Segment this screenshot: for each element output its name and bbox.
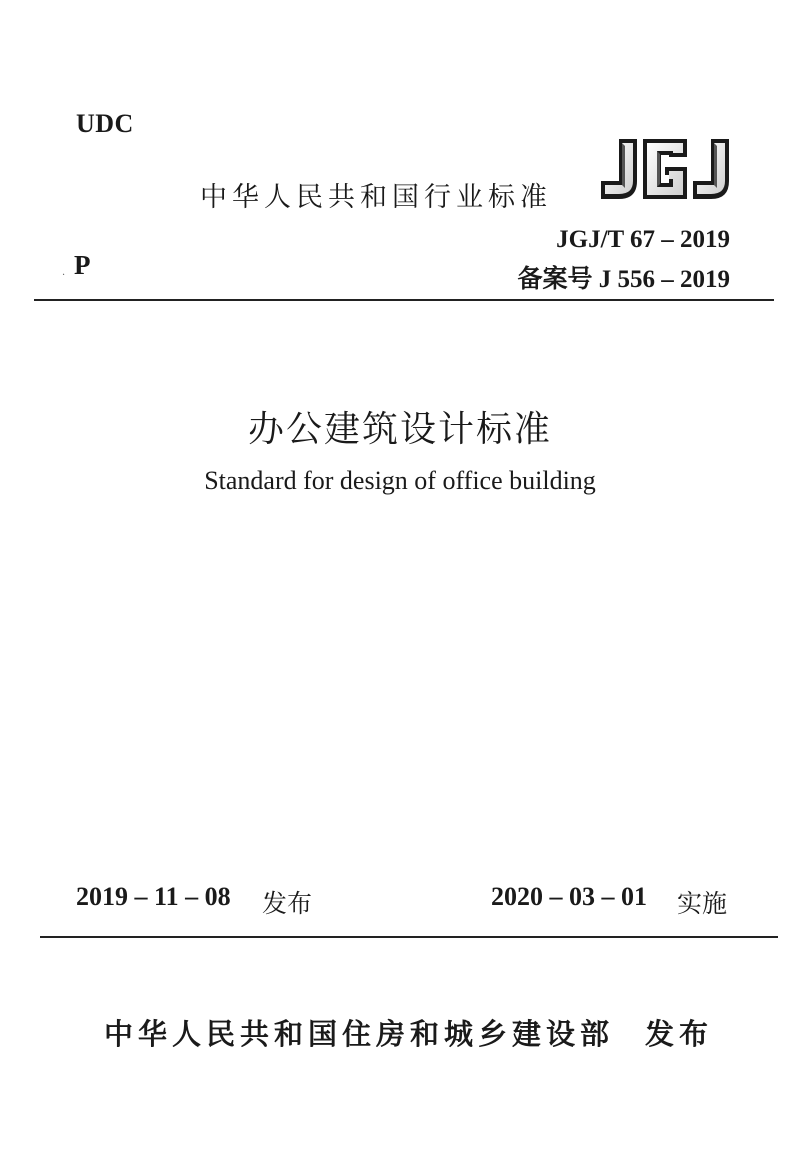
standard-number: JGJ/T 67 – 2019 (556, 226, 730, 253)
implementation-date: 2020 – 03 – 01 (491, 882, 647, 911)
issue-date: 2019 – 11 – 08 (76, 882, 231, 911)
logo-letter-j-left (601, 139, 637, 199)
logo-letter-g-middle (643, 139, 687, 199)
classification-code: P (74, 250, 91, 280)
issue-label: 发布 (262, 889, 313, 918)
industry-standard-heading: 中华人民共和国行业标准 (200, 182, 552, 213)
implementation-label: 实施 (677, 889, 728, 918)
header-divider (34, 299, 774, 301)
jgj-logo (597, 137, 733, 201)
udc-label: UDC (76, 109, 134, 138)
footer-divider (40, 936, 778, 938)
logo-letter-j-right (693, 139, 729, 199)
title-chinese: 办公建筑设计标准 (247, 409, 552, 450)
title-english: Standard for design of office building (204, 466, 596, 495)
record-number: 备案号 J 556 – 2019 (517, 266, 730, 293)
publish-label: 发布 (645, 1017, 714, 1051)
publisher-name: 中华人民共和国住房和城乡建设部 (104, 1017, 615, 1051)
classification-dot: · (62, 270, 66, 281)
